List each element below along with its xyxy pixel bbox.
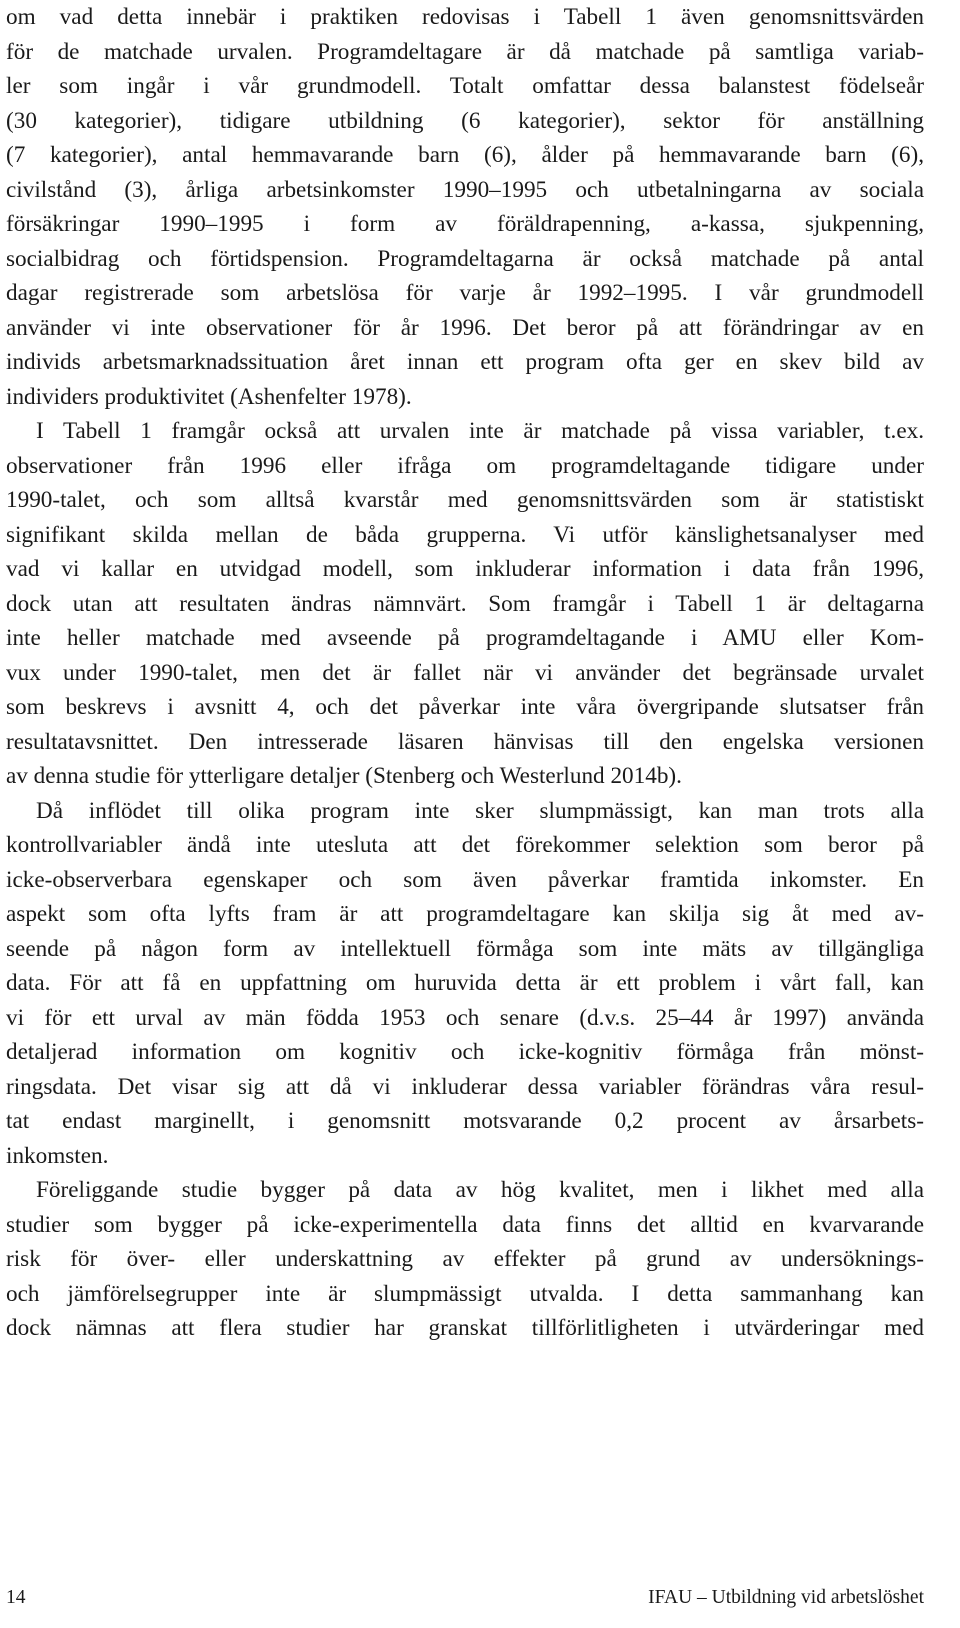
text-line: 1990-talet, och som alltså kvarstår med genomsnittsvärden som är statistiskt <box>6 487 924 513</box>
text-line: kontrollvariabler ändå inte utesluta att det förekommer selektion som beror på <box>6 832 924 858</box>
text-line: dock nämnas att flera studier har granskat tillförlitligheten i utvärderingar med <box>6 1315 924 1341</box>
text-line: studier som bygger på icke-experimentella data finns det alltid en kvarvarande <box>6 1211 924 1238</box>
text-line: för de matchade urvalen. Programdeltagare är då matchade på samtliga variab- <box>6 38 924 65</box>
text-line: tat endast marginellt, i genomsnitt motsvarande 0,2 procent av årsarbets- <box>6 1108 924 1134</box>
text-line: seende på någon form av intellektuell förmåga som inte mäts av tillgängliga <box>6 935 924 962</box>
text-line: socialbidrag och förtidspension. Programdeltagarna är också matchade på antal <box>6 245 924 272</box>
text-line: dagar registrerade som arbetslösa för varje år 1992–1995. I vår grundmodell <box>6 280 924 306</box>
paragraph-4 <box>6 1173 924 1346</box>
text-line: individers produktivitet (Ashenfelter 1978). <box>6 383 412 410</box>
text-line: vux under 1990-talet, men det är fallet när vi använder det begränsade urvalet <box>6 659 924 686</box>
text-line: data. För att få en uppfattning om huruvida detta är ett problem i vårt fall, kan <box>6 970 924 996</box>
text-line: Föreliggande studie bygger på data av hög kvalitet, men i likhet med alla <box>36 1177 924 1203</box>
text-line: vi för ett urval av män födda 1953 och senare (d.v.s. 25–44 år 1997) använda <box>6 1004 924 1031</box>
text-line: signifikant skilda mellan de båda grupperna. Vi utför känslighetsanalyser med <box>6 521 924 548</box>
text-line: inkomsten. <box>6 1142 109 1169</box>
text-line: observationer från 1996 eller ifråga om programdeltagande tidigare under <box>6 452 924 479</box>
page-number: 14 <box>6 1587 26 1608</box>
text-line: icke-observerbara egenskaper och som även påverkar framtida inkomster. En <box>6 866 924 893</box>
text-line: aspekt som ofta lyfts fram är att programdeltagare kan skilja sig åt med av- <box>6 901 924 927</box>
text-line: om vad detta innebär i praktiken redovisas i Tabell 1 även genomsnittsvärden <box>6 4 924 30</box>
text-line: använder vi inte observationer för år 1996. Det beror på att förändringar av en <box>6 314 924 341</box>
text-line: (30 kategorier), tidigare utbildning (6 kategorier), sektor för anställning <box>6 107 924 134</box>
text-line: (7 kategorier), antal hemmavarande barn (6), ålder på hemmavarande barn (6), <box>6 142 924 168</box>
text-line: försäkringar 1990–1995 i form av föräldrapenning, a-kassa, sjukpenning, <box>6 211 924 237</box>
document-body <box>6 0 924 1346</box>
text-line: resultatavsnittet. Den intresserade läsaren hänvisas till den engelska versionen <box>6 728 924 755</box>
text-line: Då inflödet till olika program inte sker slumpmässigt, kan man trots alla <box>36 797 924 824</box>
text-line: dock utan att resultaten ändras nämnvärt. Som framgår i Tabell 1 är deltagarna <box>6 590 924 617</box>
text-line: detaljerad information om kognitiv och icke-kognitiv förmåga från mönst- <box>6 1039 924 1065</box>
page-footer <box>6 1583 924 1613</box>
paragraph-3 <box>6 794 924 1174</box>
paragraph-1 <box>6 0 924 414</box>
running-title: IFAU – Utbildning vid arbetslöshet <box>648 1587 924 1608</box>
text-line: ler som ingår i vår grundmodell. Totalt omfattar dessa balanstest födelseår <box>6 73 924 99</box>
text-line: risk för över- eller underskattning av effekter på grund av undersöknings- <box>6 1246 924 1272</box>
text-line: och jämförelsegrupper inte är slumpmässigt utvalda. I detta sammanhang kan <box>6 1280 924 1307</box>
paragraph-2 <box>6 414 924 794</box>
text-line: vad vi kallar en utvidgad modell, som inkluderar information i data från 1996, <box>6 556 924 582</box>
text-line: som beskrevs i avsnitt 4, och det påverkar inte våra övergripande slutsatser från <box>6 694 924 720</box>
text-line: individs arbetsmarknadssituation året innan ett program ofta ger en skev bild av <box>6 349 924 375</box>
text-line: ringsdata. Det visar sig att då vi inkluderar dessa variabler förändras våra resul- <box>6 1073 924 1100</box>
text-line: I Tabell 1 framgår också att urvalen inte är matchade på vissa variabler, t.ex. <box>36 418 924 444</box>
text-line: inte heller matchade med avseende på programdeltagande i AMU eller Kom- <box>6 625 924 651</box>
text-line: av denna studie för ytterligare detaljer (Stenberg och Westerlund 2014b). <box>6 763 682 789</box>
text-line: civilstånd (3), årliga arbetsinkomster 1990–1995 och utbetalningarna av sociala <box>6 176 924 203</box>
